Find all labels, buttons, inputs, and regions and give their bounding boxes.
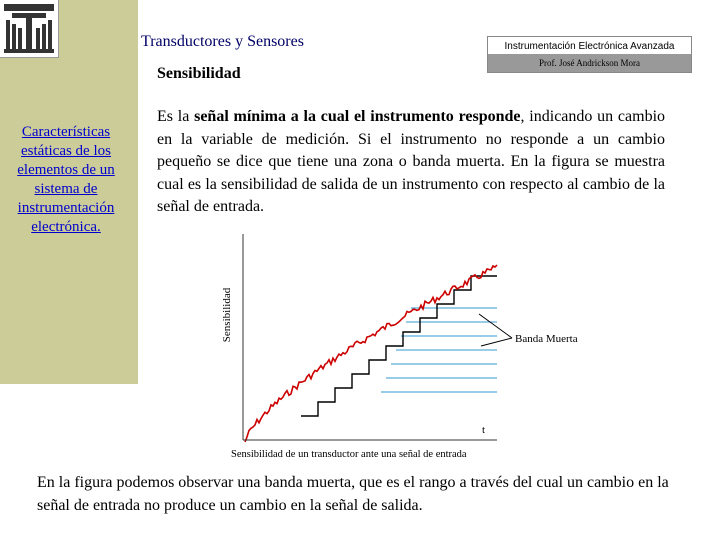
course-title: Transductores y Sensores [141, 33, 304, 50]
sensitivity-diagram [201, 220, 597, 462]
input-signal-curve [245, 265, 497, 442]
header-info-box [487, 36, 692, 73]
para1-bold: señal mínima a la cual el instrumento responde [194, 108, 521, 125]
definition-paragraph [157, 106, 665, 219]
y-axis-label: Sensibilidad [221, 287, 233, 343]
output-step-line [301, 276, 497, 416]
dead-band-lines [381, 308, 497, 392]
annotation-pointers [479, 314, 512, 346]
annotation-pointer [479, 314, 512, 338]
annotation-pointer [481, 338, 512, 346]
institution-logo [0, 0, 59, 58]
para1-suffix: , indicando un cambio en la variable de medición. Si el instrumento no responde a un cambio pequeño se dice que tiene una zona o banda muerta. En la figura se muestra cual es la sensibilidad de salida de un instrumento con respecto al cambio de la señal de entrada. [157, 108, 666, 215]
professor-label: Prof. José Andrickson Mora [488, 54, 691, 72]
sidebar-panel [0, 0, 138, 384]
section-heading: Sensibilidad [157, 65, 241, 82]
sidebar-title-link[interactable]: Características estáticas de los elementos de un sistema de instrumentación electrónica. [17, 124, 115, 235]
subject-label: Instrumentación Electrónica Avanzada [488, 37, 691, 54]
dead-band-label: Banda Muerta [515, 333, 578, 345]
conclusion-paragraph: En la figura podemos observar una banda muerta, que es el rango a través del cual un cambio en la señal de entrada no produce un cambio en la señal de salida. [37, 474, 669, 514]
figure-caption: Sensibilidad de un transductor ante una señal de entrada [231, 449, 467, 460]
logo-icon [2, 2, 56, 55]
x-axis-label: t [482, 424, 486, 436]
sensitivity-figure [201, 220, 597, 462]
para1-prefix: Es la [157, 108, 195, 125]
